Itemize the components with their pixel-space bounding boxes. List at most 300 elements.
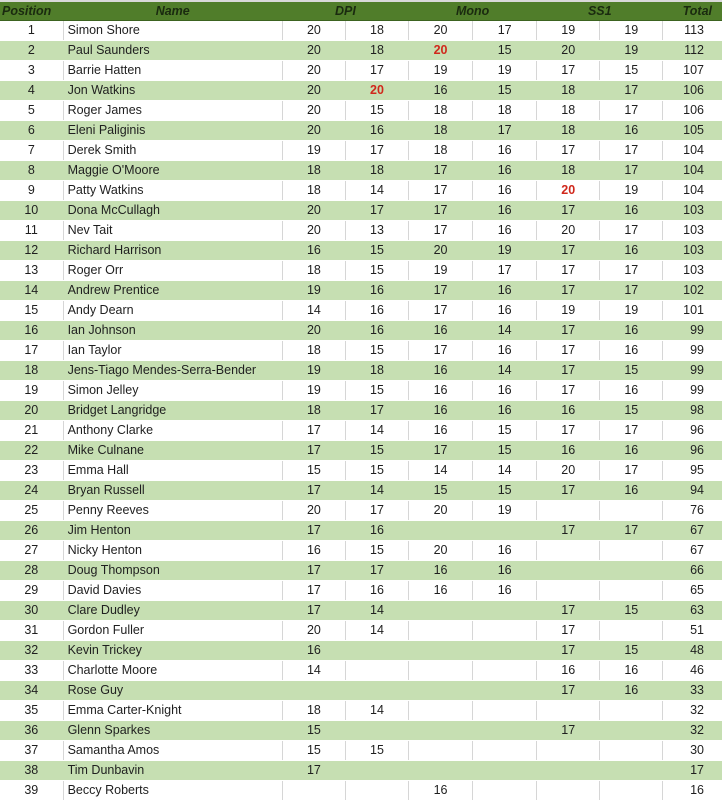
ss1-2-cell[interactable]: 16 [600, 321, 663, 341]
ss1-1-cell[interactable]: 17 [537, 281, 600, 301]
dpi-2-cell[interactable]: 18 [345, 41, 408, 61]
total-cell[interactable]: 98 [663, 401, 722, 421]
ss1-1-cell[interactable]: 17 [537, 421, 600, 441]
dpi-2-cell[interactable] [345, 661, 408, 681]
mono-1-cell[interactable]: 16 [409, 581, 473, 601]
total-cell[interactable]: 17 [663, 761, 722, 781]
name-cell[interactable]: Maggie O'Moore [63, 161, 282, 181]
mono-2-cell[interactable]: 16 [473, 341, 537, 361]
dpi-2-cell[interactable]: 14 [345, 481, 408, 501]
ss1-1-cell[interactable]: 18 [537, 101, 600, 121]
dpi-1-cell[interactable]: 20 [282, 501, 345, 521]
dpi-2-cell[interactable]: 14 [345, 621, 408, 641]
position-cell[interactable]: 26 [0, 521, 63, 541]
ss1-2-cell[interactable]: 17 [600, 141, 663, 161]
dpi-2-cell[interactable] [345, 761, 408, 781]
name-cell[interactable]: Paul Saunders [63, 41, 282, 61]
total-cell[interactable]: 103 [663, 261, 722, 281]
name-cell[interactable]: Mike Culnane [63, 441, 282, 461]
dpi-2-cell[interactable]: 14 [345, 701, 408, 721]
position-cell[interactable]: 39 [0, 781, 63, 801]
mono-2-cell[interactable]: 16 [473, 161, 537, 181]
dpi-1-cell[interactable] [282, 681, 345, 701]
mono-2-cell[interactable]: 16 [473, 141, 537, 161]
ss1-2-cell[interactable]: 16 [600, 381, 663, 401]
dpi-1-cell[interactable]: 15 [282, 461, 345, 481]
name-cell[interactable]: Bryan Russell [63, 481, 282, 501]
ss1-2-cell[interactable]: 15 [600, 641, 663, 661]
dpi-2-cell[interactable]: 16 [345, 301, 408, 321]
name-cell[interactable]: Eleni Paliginis [63, 121, 282, 141]
mono-1-cell[interactable] [409, 701, 473, 721]
position-cell[interactable]: 29 [0, 581, 63, 601]
mono-1-cell[interactable]: 16 [409, 361, 473, 381]
position-cell[interactable]: 2 [0, 41, 63, 61]
ss1-2-cell[interactable] [600, 741, 663, 761]
position-cell[interactable]: 21 [0, 421, 63, 441]
dpi-1-cell[interactable]: 20 [282, 101, 345, 121]
total-cell[interactable]: 33 [663, 681, 722, 701]
ss1-1-cell[interactable]: 17 [537, 721, 600, 741]
ss1-1-cell[interactable]: 18 [537, 81, 600, 101]
dpi-2-cell[interactable] [345, 681, 408, 701]
ss1-1-cell[interactable] [537, 701, 600, 721]
name-cell[interactable]: Simon Jelley [63, 381, 282, 401]
ss1-2-cell[interactable]: 19 [600, 301, 663, 321]
dpi-1-cell[interactable]: 20 [282, 41, 345, 61]
dpi-1-cell[interactable]: 18 [282, 701, 345, 721]
total-cell[interactable]: 107 [663, 61, 722, 81]
mono-1-cell[interactable]: 15 [409, 481, 473, 501]
dpi-1-cell[interactable]: 16 [282, 541, 345, 561]
ss1-1-cell[interactable]: 20 [537, 461, 600, 481]
total-cell[interactable]: 66 [663, 561, 722, 581]
dpi-2-cell[interactable]: 18 [345, 21, 408, 41]
name-cell[interactable]: Patty Watkins [63, 181, 282, 201]
position-cell[interactable]: 32 [0, 641, 63, 661]
dpi-1-cell[interactable]: 20 [282, 121, 345, 141]
total-cell[interactable]: 96 [663, 441, 722, 461]
mono-2-cell[interactable]: 16 [473, 581, 537, 601]
dpi-1-cell[interactable]: 18 [282, 261, 345, 281]
name-cell[interactable]: Andy Dearn [63, 301, 282, 321]
mono-2-cell[interactable] [473, 701, 537, 721]
position-cell[interactable]: 27 [0, 541, 63, 561]
mono-1-cell[interactable]: 17 [409, 161, 473, 181]
dpi-2-cell[interactable]: 16 [345, 281, 408, 301]
header-dpi[interactable]: DPI [282, 2, 408, 21]
mono-2-cell[interactable]: 17 [473, 261, 537, 281]
ss1-1-cell[interactable]: 19 [537, 301, 600, 321]
name-cell[interactable]: Gordon Fuller [63, 621, 282, 641]
mono-1-cell[interactable]: 17 [409, 201, 473, 221]
dpi-1-cell[interactable]: 20 [282, 21, 345, 41]
position-cell[interactable]: 9 [0, 181, 63, 201]
dpi-2-cell[interactable]: 14 [345, 421, 408, 441]
mono-1-cell[interactable]: 20 [409, 541, 473, 561]
mono-2-cell[interactable] [473, 721, 537, 741]
ss1-1-cell[interactable]: 17 [537, 241, 600, 261]
ss1-1-cell[interactable]: 17 [537, 641, 600, 661]
ss1-1-cell[interactable]: 17 [537, 261, 600, 281]
dpi-2-cell[interactable]: 15 [345, 341, 408, 361]
position-cell[interactable]: 15 [0, 301, 63, 321]
total-cell[interactable]: 99 [663, 381, 722, 401]
ss1-2-cell[interactable]: 19 [600, 21, 663, 41]
ss1-2-cell[interactable] [600, 561, 663, 581]
dpi-2-cell[interactable]: 15 [345, 541, 408, 561]
mono-2-cell[interactable] [473, 521, 537, 541]
total-cell[interactable]: 112 [663, 41, 722, 61]
dpi-1-cell[interactable]: 17 [282, 441, 345, 461]
total-cell[interactable]: 16 [663, 781, 722, 801]
name-cell[interactable]: Ian Johnson [63, 321, 282, 341]
position-cell[interactable]: 24 [0, 481, 63, 501]
name-cell[interactable]: Glenn Sparkes [63, 721, 282, 741]
dpi-2-cell[interactable]: 15 [345, 241, 408, 261]
total-cell[interactable]: 96 [663, 421, 722, 441]
ss1-2-cell[interactable]: 16 [600, 241, 663, 261]
dpi-2-cell[interactable]: 18 [345, 161, 408, 181]
mono-1-cell[interactable]: 17 [409, 221, 473, 241]
mono-2-cell[interactable]: 14 [473, 461, 537, 481]
dpi-1-cell[interactable]: 19 [282, 141, 345, 161]
position-cell[interactable]: 12 [0, 241, 63, 261]
dpi-1-cell[interactable]: 18 [282, 161, 345, 181]
total-cell[interactable]: 106 [663, 101, 722, 121]
total-cell[interactable]: 30 [663, 741, 722, 761]
total-cell[interactable]: 101 [663, 301, 722, 321]
mono-1-cell[interactable] [409, 641, 473, 661]
header-name[interactable]: Name [63, 2, 282, 21]
ss1-1-cell[interactable]: 17 [537, 601, 600, 621]
ss1-2-cell[interactable] [600, 721, 663, 741]
mono-2-cell[interactable]: 16 [473, 541, 537, 561]
position-cell[interactable]: 11 [0, 221, 63, 241]
name-cell[interactable]: Tim Dunbavin [63, 761, 282, 781]
position-cell[interactable]: 30 [0, 601, 63, 621]
dpi-1-cell[interactable]: 16 [282, 641, 345, 661]
mono-1-cell[interactable]: 18 [409, 101, 473, 121]
ss1-2-cell[interactable]: 17 [600, 221, 663, 241]
name-cell[interactable]: Barrie Hatten [63, 61, 282, 81]
dpi-1-cell[interactable]: 15 [282, 741, 345, 761]
name-cell[interactable]: Dona McCullagh [63, 201, 282, 221]
ss1-2-cell[interactable]: 17 [600, 81, 663, 101]
dpi-1-cell[interactable]: 16 [282, 241, 345, 261]
dpi-1-cell[interactable]: 17 [282, 421, 345, 441]
dpi-1-cell[interactable]: 17 [282, 521, 345, 541]
mono-1-cell[interactable] [409, 741, 473, 761]
dpi-2-cell[interactable]: 17 [345, 501, 408, 521]
mono-1-cell[interactable] [409, 521, 473, 541]
name-cell[interactable]: Doug Thompson [63, 561, 282, 581]
dpi-1-cell[interactable]: 17 [282, 561, 345, 581]
mono-1-cell[interactable]: 16 [409, 421, 473, 441]
dpi-1-cell[interactable]: 18 [282, 341, 345, 361]
dpi-1-cell[interactable]: 17 [282, 481, 345, 501]
dpi-2-cell[interactable]: 16 [345, 581, 408, 601]
total-cell[interactable]: 32 [663, 721, 722, 741]
ss1-1-cell[interactable] [537, 561, 600, 581]
mono-1-cell[interactable]: 16 [409, 81, 473, 101]
total-cell[interactable]: 67 [663, 541, 722, 561]
name-cell[interactable]: Simon Shore [63, 21, 282, 41]
dpi-1-cell[interactable]: 17 [282, 761, 345, 781]
mono-2-cell[interactable]: 17 [473, 21, 537, 41]
mono-1-cell[interactable]: 14 [409, 461, 473, 481]
mono-2-cell[interactable]: 16 [473, 221, 537, 241]
mono-2-cell[interactable] [473, 601, 537, 621]
ss1-1-cell[interactable] [537, 541, 600, 561]
position-cell[interactable]: 20 [0, 401, 63, 421]
ss1-2-cell[interactable]: 16 [600, 201, 663, 221]
mono-1-cell[interactable]: 18 [409, 141, 473, 161]
position-cell[interactable]: 13 [0, 261, 63, 281]
dpi-2-cell[interactable]: 15 [345, 261, 408, 281]
total-cell[interactable]: 51 [663, 621, 722, 641]
mono-1-cell[interactable]: 16 [409, 781, 473, 801]
mono-1-cell[interactable] [409, 681, 473, 701]
dpi-1-cell[interactable]: 20 [282, 61, 345, 81]
total-cell[interactable]: 103 [663, 201, 722, 221]
mono-2-cell[interactable]: 16 [473, 401, 537, 421]
name-cell[interactable]: Emma Hall [63, 461, 282, 481]
ss1-2-cell[interactable]: 15 [600, 361, 663, 381]
ss1-2-cell[interactable]: 17 [600, 421, 663, 441]
dpi-2-cell[interactable]: 16 [345, 321, 408, 341]
position-cell[interactable]: 4 [0, 81, 63, 101]
mono-1-cell[interactable]: 17 [409, 341, 473, 361]
mono-2-cell[interactable] [473, 741, 537, 761]
total-cell[interactable]: 63 [663, 601, 722, 621]
mono-2-cell[interactable]: 14 [473, 361, 537, 381]
mono-1-cell[interactable]: 16 [409, 401, 473, 421]
dpi-1-cell[interactable]: 20 [282, 81, 345, 101]
dpi-1-cell[interactable]: 17 [282, 601, 345, 621]
total-cell[interactable]: 99 [663, 321, 722, 341]
position-cell[interactable]: 31 [0, 621, 63, 641]
position-cell[interactable]: 19 [0, 381, 63, 401]
mono-2-cell[interactable]: 19 [473, 61, 537, 81]
name-cell[interactable]: Roger Orr [63, 261, 282, 281]
header-position[interactable]: Position [0, 2, 63, 21]
ss1-1-cell[interactable]: 17 [537, 341, 600, 361]
position-cell[interactable]: 23 [0, 461, 63, 481]
ss1-1-cell[interactable] [537, 581, 600, 601]
position-cell[interactable]: 7 [0, 141, 63, 161]
dpi-1-cell[interactable]: 17 [282, 581, 345, 601]
ss1-2-cell[interactable] [600, 541, 663, 561]
dpi-2-cell[interactable]: 17 [345, 201, 408, 221]
position-cell[interactable]: 22 [0, 441, 63, 461]
ss1-2-cell[interactable]: 16 [600, 681, 663, 701]
ss1-1-cell[interactable]: 17 [537, 321, 600, 341]
mono-2-cell[interactable]: 19 [473, 501, 537, 521]
mono-2-cell[interactable]: 16 [473, 181, 537, 201]
mono-1-cell[interactable]: 19 [409, 61, 473, 81]
dpi-1-cell[interactable]: 18 [282, 181, 345, 201]
ss1-1-cell[interactable]: 19 [537, 21, 600, 41]
mono-2-cell[interactable] [473, 621, 537, 641]
ss1-2-cell[interactable]: 17 [600, 281, 663, 301]
ss1-2-cell[interactable]: 19 [600, 41, 663, 61]
position-cell[interactable]: 35 [0, 701, 63, 721]
position-cell[interactable]: 18 [0, 361, 63, 381]
ss1-1-cell[interactable]: 17 [537, 381, 600, 401]
mono-1-cell[interactable] [409, 761, 473, 781]
mono-2-cell[interactable]: 15 [473, 421, 537, 441]
total-cell[interactable]: 104 [663, 141, 722, 161]
total-cell[interactable]: 65 [663, 581, 722, 601]
mono-1-cell[interactable]: 18 [409, 121, 473, 141]
name-cell[interactable]: Samantha Amos [63, 741, 282, 761]
name-cell[interactable]: Emma Carter-Knight [63, 701, 282, 721]
dpi-1-cell[interactable]: 18 [282, 401, 345, 421]
ss1-1-cell[interactable]: 17 [537, 61, 600, 81]
dpi-1-cell[interactable]: 20 [282, 221, 345, 241]
ss1-1-cell[interactable]: 16 [537, 401, 600, 421]
ss1-2-cell[interactable]: 17 [600, 261, 663, 281]
dpi-1-cell[interactable]: 19 [282, 381, 345, 401]
ss1-2-cell[interactable] [600, 621, 663, 641]
ss1-1-cell[interactable]: 20 [537, 221, 600, 241]
ss1-2-cell[interactable]: 16 [600, 441, 663, 461]
dpi-2-cell[interactable]: 18 [345, 361, 408, 381]
ss1-1-cell[interactable]: 17 [537, 141, 600, 161]
position-cell[interactable]: 16 [0, 321, 63, 341]
ss1-2-cell[interactable]: 16 [600, 341, 663, 361]
ss1-1-cell[interactable] [537, 781, 600, 801]
total-cell[interactable]: 48 [663, 641, 722, 661]
header-mono[interactable]: Mono [409, 2, 537, 21]
name-cell[interactable]: Anthony Clarke [63, 421, 282, 441]
mono-1-cell[interactable] [409, 601, 473, 621]
dpi-2-cell[interactable]: 15 [345, 741, 408, 761]
dpi-2-cell[interactable]: 16 [345, 521, 408, 541]
mono-2-cell[interactable]: 14 [473, 321, 537, 341]
dpi-1-cell[interactable] [282, 781, 345, 801]
mono-2-cell[interactable]: 16 [473, 301, 537, 321]
ss1-2-cell[interactable]: 15 [600, 601, 663, 621]
mono-2-cell[interactable]: 15 [473, 81, 537, 101]
mono-2-cell[interactable]: 15 [473, 441, 537, 461]
mono-2-cell[interactable]: 15 [473, 481, 537, 501]
ss1-1-cell[interactable]: 20 [537, 41, 600, 61]
dpi-2-cell[interactable] [345, 781, 408, 801]
dpi-2-cell[interactable]: 15 [345, 441, 408, 461]
total-cell[interactable]: 95 [663, 461, 722, 481]
dpi-2-cell[interactable]: 20 [345, 81, 408, 101]
mono-2-cell[interactable] [473, 681, 537, 701]
mono-2-cell[interactable]: 16 [473, 381, 537, 401]
dpi-2-cell[interactable]: 13 [345, 221, 408, 241]
dpi-1-cell[interactable]: 20 [282, 201, 345, 221]
ss1-2-cell[interactable]: 17 [600, 161, 663, 181]
mono-2-cell[interactable] [473, 641, 537, 661]
mono-1-cell[interactable] [409, 621, 473, 641]
dpi-2-cell[interactable]: 14 [345, 181, 408, 201]
position-cell[interactable]: 33 [0, 661, 63, 681]
ss1-1-cell[interactable]: 17 [537, 361, 600, 381]
mono-1-cell[interactable]: 20 [409, 41, 473, 61]
ss1-1-cell[interactable]: 18 [537, 121, 600, 141]
dpi-2-cell[interactable]: 16 [345, 121, 408, 141]
ss1-2-cell[interactable] [600, 781, 663, 801]
name-cell[interactable]: Beccy Roberts [63, 781, 282, 801]
total-cell[interactable]: 46 [663, 661, 722, 681]
mono-2-cell[interactable]: 16 [473, 201, 537, 221]
ss1-1-cell[interactable]: 16 [537, 661, 600, 681]
mono-1-cell[interactable]: 16 [409, 321, 473, 341]
mono-2-cell[interactable]: 16 [473, 561, 537, 581]
dpi-2-cell[interactable]: 15 [345, 461, 408, 481]
total-cell[interactable]: 94 [663, 481, 722, 501]
ss1-2-cell[interactable]: 17 [600, 101, 663, 121]
name-cell[interactable]: Ian Taylor [63, 341, 282, 361]
position-cell[interactable]: 14 [0, 281, 63, 301]
position-cell[interactable]: 17 [0, 341, 63, 361]
name-cell[interactable]: Bridget Langridge [63, 401, 282, 421]
name-cell[interactable]: Nev Tait [63, 221, 282, 241]
position-cell[interactable]: 6 [0, 121, 63, 141]
dpi-1-cell[interactable]: 19 [282, 361, 345, 381]
dpi-1-cell[interactable]: 20 [282, 621, 345, 641]
total-cell[interactable]: 104 [663, 161, 722, 181]
ss1-2-cell[interactable] [600, 701, 663, 721]
total-cell[interactable]: 106 [663, 81, 722, 101]
name-cell[interactable]: Derek Smith [63, 141, 282, 161]
position-cell[interactable]: 1 [0, 21, 63, 41]
mono-2-cell[interactable] [473, 661, 537, 681]
mono-2-cell[interactable] [473, 761, 537, 781]
position-cell[interactable]: 3 [0, 61, 63, 81]
mono-1-cell[interactable]: 16 [409, 381, 473, 401]
name-cell[interactable]: Nicky Henton [63, 541, 282, 561]
dpi-1-cell[interactable]: 15 [282, 721, 345, 741]
header-ss1[interactable]: SS1 [537, 2, 663, 21]
name-cell[interactable]: David Davies [63, 581, 282, 601]
ss1-1-cell[interactable]: 17 [537, 201, 600, 221]
mono-1-cell[interactable]: 20 [409, 21, 473, 41]
total-cell[interactable]: 99 [663, 341, 722, 361]
position-cell[interactable]: 37 [0, 741, 63, 761]
ss1-1-cell[interactable] [537, 741, 600, 761]
name-cell[interactable]: Roger James [63, 101, 282, 121]
dpi-2-cell[interactable]: 15 [345, 101, 408, 121]
ss1-2-cell[interactable] [600, 581, 663, 601]
mono-2-cell[interactable]: 15 [473, 41, 537, 61]
name-cell[interactable]: Clare Dudley [63, 601, 282, 621]
dpi-2-cell[interactable]: 14 [345, 601, 408, 621]
mono-2-cell[interactable]: 18 [473, 101, 537, 121]
mono-2-cell[interactable]: 19 [473, 241, 537, 261]
ss1-1-cell[interactable]: 18 [537, 161, 600, 181]
total-cell[interactable]: 99 [663, 361, 722, 381]
ss1-1-cell[interactable] [537, 761, 600, 781]
ss1-2-cell[interactable]: 16 [600, 121, 663, 141]
mono-2-cell[interactable] [473, 781, 537, 801]
position-cell[interactable]: 25 [0, 501, 63, 521]
total-cell[interactable]: 104 [663, 181, 722, 201]
mono-1-cell[interactable] [409, 721, 473, 741]
dpi-2-cell[interactable]: 17 [345, 561, 408, 581]
name-cell[interactable]: Penny Reeves [63, 501, 282, 521]
name-cell[interactable]: Andrew Prentice [63, 281, 282, 301]
mono-1-cell[interactable]: 17 [409, 181, 473, 201]
mono-1-cell[interactable]: 19 [409, 261, 473, 281]
mono-1-cell[interactable]: 17 [409, 441, 473, 461]
